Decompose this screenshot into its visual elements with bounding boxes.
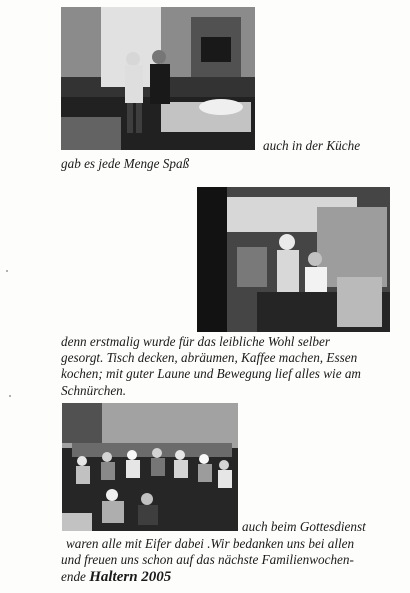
event-name: Haltern 2005 — [89, 569, 172, 585]
photo-cooking — [197, 187, 390, 332]
text-line-7 — [61, 569, 171, 586]
text-line-4: Schnürchen. — [61, 383, 127, 398]
text-line-3: kochen; mit guter Laune und Bewegung lief alles wie am — [61, 366, 361, 381]
photo-kitchen — [61, 7, 255, 150]
scan-speck — [6, 270, 8, 272]
caption-service-inline: auch beim Gottesdienst — [242, 519, 366, 534]
caption-kitchen-inline: auch in der Küche — [263, 138, 361, 153]
text-line-6: und freuen uns schon auf das nächste Familienwochen- — [61, 552, 354, 567]
text-line-2: gesorgt. Tisch decken, abräumen, Kaffee machen, Essen — [61, 350, 358, 365]
last-line-prefix: ende — [61, 569, 86, 584]
caption-kitchen-line2: gab es jede Menge Spaß — [61, 156, 190, 171]
photo-service — [62, 403, 238, 531]
text-line-5: waren alle mit Eifer dabei .Wir bedanken uns bei allen — [66, 536, 355, 551]
text-line-1: denn erstmalig wurde für das leibliche Wohl selber — [61, 334, 330, 349]
scan-speck — [9, 395, 11, 397]
